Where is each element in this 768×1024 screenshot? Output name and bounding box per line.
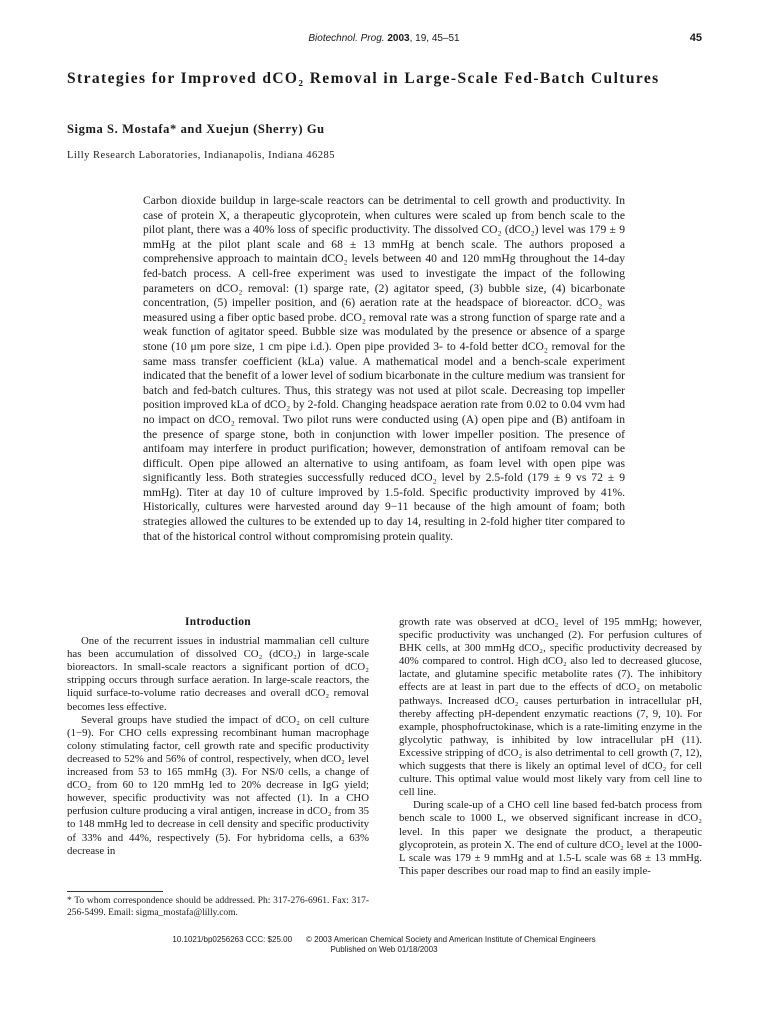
body-column-right (399, 616, 702, 878)
page-number: 45 (689, 32, 702, 44)
intro-paragraph-4: During scale-up of a CHO cell line based fed-batch process from bench scale to 1000 L, we observed significant increase in dCO₂ level. In this paper we designate the product, a therapeutic glycoprotein, as protein X. The end of culture dCO₂ level at the 1000-L scale was 179 ± 9 mmHg and at 1.5-L scale was 68 ± 13 mmHg. This paper describes our road map to find an easily imple- (399, 799, 702, 877)
journal-volume-pages: , 19, 45–51 (409, 33, 460, 44)
doi-line: 10.1021/bp0256263 CCC: $25.00 (172, 935, 293, 944)
running-header (0, 33, 768, 44)
footnote-divider (67, 891, 163, 892)
intro-paragraph-3: growth rate was observed at dCO₂ level of 195 mmHg; however, specific productivity was unchanged (2). For perfusion cultures of BHK cells, at 300 mmHg dCO₂, specific productivity decreased by 40% compared to control. High dCO₂ also led to decreased glucose, lactate, and glutamine specific metabolite rates (7). The inhibitory effects are at least in part due to the effects of dCO₂ on metabolic pathways. Increased dCO₂ causes perturbation in intracellular pH, thereby affecting pH-dependent enzymatic reactions (7, 9, 10). For example, phosphofructokinase, which is a rate-limiting enzyme in the glycolytic pathway, is inhibited by low intracellular pH (11). Excessive stripping of dCO₂ is also detrimental to cell growth (7, 12), which suggests that there is likely an optimal level of dCO₂ for cell culture. This optimal value would most likely vary from cell line to cell line. (399, 616, 702, 799)
intro-paragraph-2: Several groups have studied the impact of dCO₂ on cell culture (1−9). For CHO cells expressing recombinant human macrophage colony stimulating factor, cell growth rate and specific productivity decreased to 52% and 56% of control, respectively, when dCO₂ level increased from 53 to 165 mmHg (3). For NS/0 cells, a change of dCO₂ from 60 to 120 mmHg led to 20% decrease in IgG yield; however, specific productivity was not affected (1). In a CHO perfusion culture producing a viral antigen, increase in dCO₂ from 35 to 148 mmHg led to decrease in cell density and specific productivity of 33% and 44%, respectively (5). For hybridoma cells, a 63% decrease in (67, 713, 369, 857)
paper-title: Strategies for Improved dCO₂ Removal in Large-Scale Fed-Batch Cultures (67, 70, 660, 87)
abstract-text: Carbon dioxide buildup in large-scale reactors can be detrimental to cell growth and productivity. In case of protein X, a therapeutic glycoprotein, when cultures were scaled up from bench scale to the pilot plant, there was a 40% loss of specific productivity. The dissolved CO₂ (dCO₂) level was 179 ± 9 mmHg at the pilot plant scale and 68 ± 13 mmHg at bench scale. The authors proposed a comprehensive approach to maintain dCO₂ levels between 40 and 120 mmHg throughout the 14-day fed-batch process. A cell-free experiment was used to investigate the impact of the following parameters on dCO₂ removal: (1) sparge rate, (2) agitator speed, (3) bubble size, (4) bicarbonate concentration, (5) impeller position, and (6) aeration rate at the headspace of bioreactor. dCO₂ was measured using a fiber optic based probe. dCO₂ removal rate was a strong function of sparge rate and a weak function of agitator speed. Bubble size was modulated by the presence or absence of a sparge stone (10 μm pore size, 1 cm pipe i.d.). Open pipe provided 3- to 4-fold better dCO₂ removal for the same mass transfer coefficient (kLa) value. A mathematical model and a bench-scale experiment indicated that the benefit of a lower level of sodium bicarbonate in the culture medium was transient for batch and fed-batch cultures. Thus, this strategy was not used at pilot scale. Decreasing top impeller position improved kLa of dCO₂ by 2-fold. Changing headspace aeration rate from 0.02 to 0.04 vvm had no impact on dCO₂ removal. Two pilot runs were conducted using (A) open pipe and (B) antifoam in the presence of sparge stone, both in conjunction with lower impeller position. The presence of antifoam may interfere in product purification; however, demonstration of antifoam removal can be difficult. Open pipe allowed an alternative to using antifoam, as foam level with open pipe was significantly less. Both strategies successfully reduced dCO₂ level by 2.5-fold (179 ± 9 vs 72 ± 9 mmHg). Titer at day 10 of culture improved by 1.5-fold. Specific productivity improved by 41%. Historically, cultures were harvested around day 9−11 because of the high amount of foam; both strategies allowed the cultures to be extended up to day 14, resulting in 2-fold higher titer compared to that of the historical control without compromising protein quality. (143, 194, 625, 543)
journal-name: Biotechnol. Prog. (308, 33, 385, 44)
correspondence-footnote: * To whom correspondence should be addressed. Ph: 317-276-6961. Fax: 317-256-5499. Email: sigma_mostafa@lilly.com. (67, 896, 369, 918)
journal-year: 2003 (387, 33, 410, 44)
intro-paragraph-1: One of the recurrent issues in industrial mammalian cell culture has been accumulation of dissolved CO₂ (dCO₂) in large-scale bioreactors. In small-scale reactors a significant portion of dCO₂ stripping occurs through surface aeration. In large-scale reactors, the liquid surface-to-volume ratio decreases and overall dCO₂ removal becomes less effective. (67, 635, 369, 713)
publication-date: Published on Web 01/18/2003 (330, 944, 438, 954)
author-list: Sigma S. Mostafa* and Xuejun (Sherry) Gu (67, 122, 325, 136)
affiliation: Lilly Research Laboratories, Indianapolis, Indiana 46285 (67, 150, 335, 161)
section-heading-introduction: Introduction (184, 616, 251, 628)
copyright-line: © 2003 American Chemical Society and American Institute of Chemical Engineers (306, 935, 596, 944)
page-footer (0, 935, 768, 954)
body-column-left (67, 616, 369, 858)
abstract (143, 194, 625, 544)
